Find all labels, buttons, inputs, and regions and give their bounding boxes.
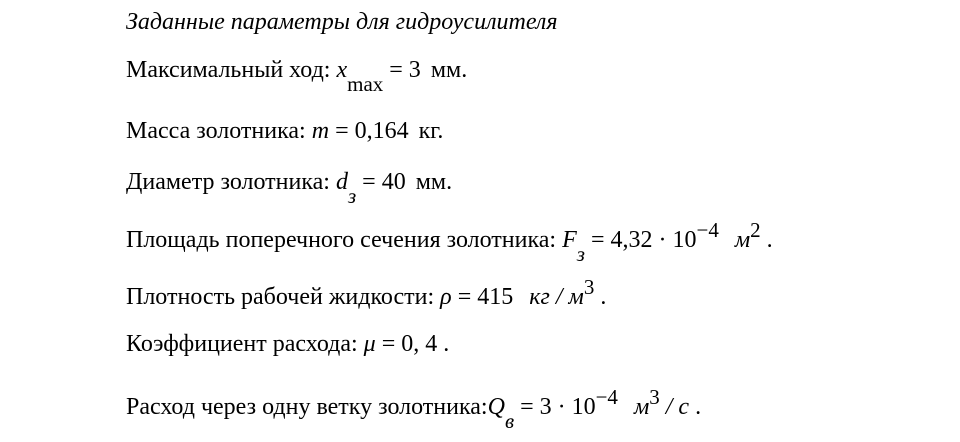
param-unit-tail: / с — [665, 394, 690, 420]
param-end: . — [695, 394, 702, 420]
param-fluid-density — [126, 275, 607, 311]
parameters-document — [126, 0, 946, 442]
param-end: . — [600, 284, 607, 310]
param-end: . — [461, 57, 468, 83]
param-label: Диаметр золотника: — [126, 169, 330, 195]
param-flow-coefficient — [126, 330, 449, 358]
param-symbol: Q — [487, 394, 505, 420]
param-max-stroke — [126, 56, 468, 96]
param-label: Коэффициент расхода: — [126, 331, 358, 357]
param-end: . — [443, 331, 450, 357]
param-subscript: з — [576, 242, 585, 266]
param-label: Масса золотника: — [126, 118, 306, 144]
param-branch-flow — [126, 385, 702, 433]
param-end: . — [446, 169, 453, 195]
param-unit: кг / м — [529, 284, 584, 310]
param-subscript: в — [504, 409, 515, 433]
param-value: = 4,32 · 10 — [590, 227, 697, 253]
param-symbol: F — [562, 227, 577, 253]
param-cross-section-area — [126, 218, 773, 266]
param-formula — [336, 56, 421, 96]
param-unit: м — [734, 227, 751, 253]
param-value: = 40 — [362, 169, 406, 195]
param-value: = 0,164 — [335, 118, 409, 144]
param-spool-diameter — [126, 168, 453, 208]
param-unit-exponent: 3 — [583, 275, 595, 299]
param-value: = 3 · 10 — [520, 394, 596, 420]
param-unit: мм — [430, 57, 462, 83]
param-subscript: з — [347, 184, 357, 208]
param-formula — [440, 283, 513, 311]
param-label: Расход через одну ветку золотника: — [126, 394, 488, 420]
param-formula — [487, 385, 618, 433]
param-unit: кг — [418, 118, 438, 144]
param-unit: мм — [415, 169, 447, 195]
param-end: . — [766, 227, 773, 253]
param-symbol: x — [336, 57, 348, 83]
param-subscript: max — [347, 72, 384, 96]
param-exponent: −4 — [595, 385, 618, 409]
param-unit: м — [633, 394, 650, 420]
param-symbol: μ — [363, 331, 376, 357]
param-formula — [312, 117, 409, 145]
param-symbol: ρ — [440, 284, 452, 310]
param-end: . — [437, 118, 444, 144]
param-value: = 3 — [389, 57, 421, 83]
param-unit-exponent: 3 — [649, 385, 660, 409]
param-formula — [562, 218, 719, 266]
param-symbol: d — [335, 169, 348, 195]
param-label: Площадь поперечного сечения золотника: — [126, 227, 557, 253]
param-formula — [364, 330, 438, 358]
section-heading: Заданные параметры для гидроусилителя — [126, 9, 558, 35]
param-symbol: m — [311, 118, 330, 144]
param-exponent: −4 — [696, 218, 719, 242]
param-value: = 415 — [457, 284, 514, 310]
param-spool-mass — [126, 117, 443, 145]
param-label: Максимальный ход: — [126, 57, 331, 83]
param-value: = 0, 4 — [381, 331, 438, 357]
param-unit-exponent: 2 — [750, 218, 761, 242]
param-label: Плотность рабочей жидкости: — [126, 284, 435, 310]
param-formula — [335, 168, 406, 208]
